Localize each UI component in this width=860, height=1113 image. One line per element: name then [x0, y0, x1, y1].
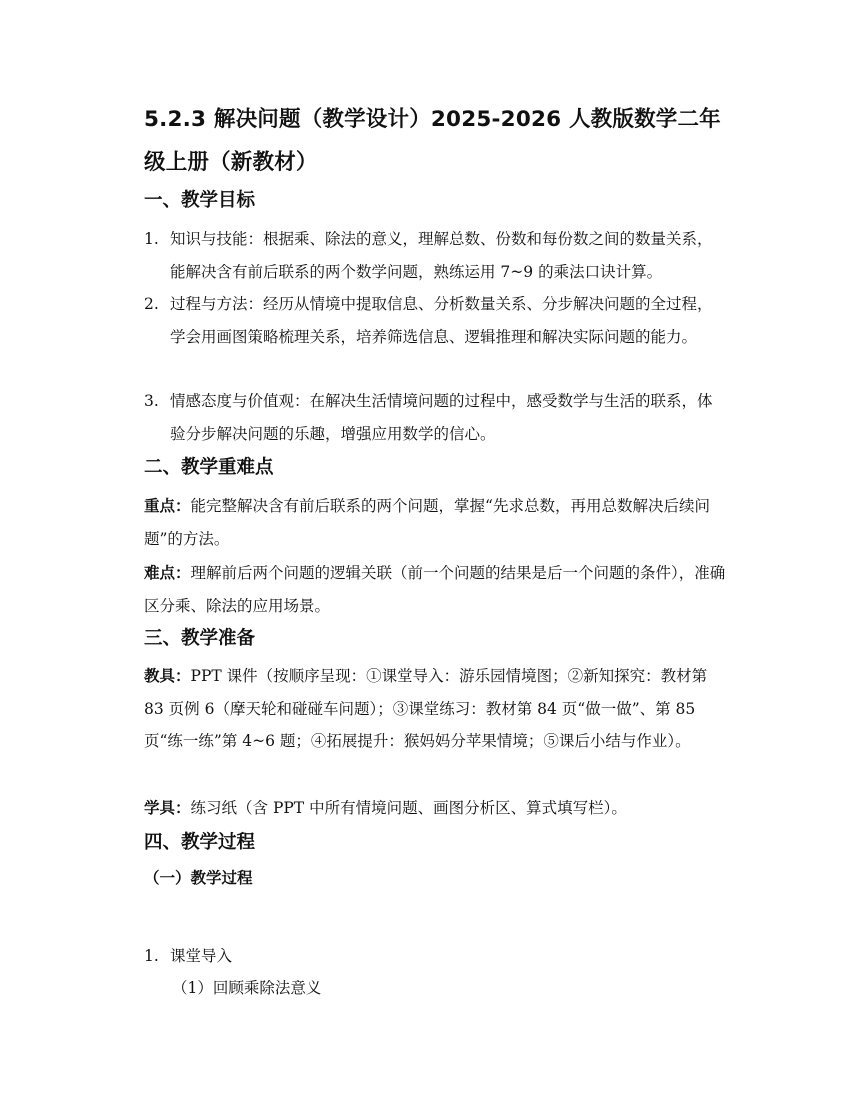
teacher-aids-text: PPT 课件（按顺序呈现：①课堂导入：游乐园情境图；②新知探究：教材第 83 页例 6（摩天轮和碰碰车问题）；③课堂练习：教材第 84 页“做一做”、第 85 页“练一练”第 4~6 题；④拓展提升：猴妈妈分苹果情境；⑤课后小结与作业）。 — [144, 667, 708, 750]
key-point-text: 能完整解决含有前后联系的两个问题，掌握“先求总数，再用总数解决后续问题”的方法。 — [144, 497, 710, 548]
objective-item-number: 3. — [144, 392, 159, 410]
process-substep: （1）回顾乘除法意义 — [172, 979, 322, 997]
teacher-aids-label: 教具： — [144, 666, 191, 685]
student-aids-label: 学具： — [144, 798, 191, 817]
key-point-paragraph — [144, 490, 726, 555]
objective-item-1 — [144, 223, 726, 288]
objective-item-2 — [144, 288, 726, 353]
section-heading-key-points: 二、教学重难点 — [144, 457, 274, 478]
difficulty-paragraph — [144, 557, 726, 622]
process-step-text: 课堂导入 — [170, 947, 233, 965]
objective-item-number: 2. — [144, 295, 159, 313]
process-step-number: 1. — [144, 947, 159, 965]
section-heading-preparation: 三、教学准备 — [144, 628, 256, 649]
student-aids-text: 练习纸（含 PPT 中所有情境问题、画图分析区、算式填写栏）。 — [190, 799, 627, 817]
objective-item-text: 过程与方法：经历从情境中提取信息、分析数量关系、分步解决问题的全过程，学会用画图策略梳理关系，培养筛选信息、逻辑推理和解决实际问题的能力。 — [170, 295, 713, 346]
section-heading-objectives: 一、教学目标 — [144, 190, 256, 211]
difficulty-label: 难点： — [144, 563, 191, 582]
objective-item-text: 情感态度与价值观：在解决生活情境问题的过程中，感受数学与生活的联系，体验分步解决问题的乐趣，增强应用数学的信心。 — [170, 392, 713, 443]
section-heading-process: 四、教学过程 — [144, 832, 256, 853]
process-subheading: （一）教学过程 — [144, 869, 253, 887]
difficulty-text: 理解前后两个问题的逻辑关联（前一个问题的结果是后一个问题的条件），准确区分乘、除法的应用场景。 — [144, 564, 726, 615]
key-point-label: 重点： — [144, 496, 191, 515]
objective-item-number: 1. — [144, 230, 159, 248]
student-aids-paragraph — [144, 792, 726, 825]
document-title: 5.2.3 解决问题（教学设计）2025-2026 人教版数学二年级上册（新教材） — [144, 107, 721, 175]
objective-item-text: 知识与技能：根据乘、除法的意义，理解总数、份数和每份数之间的数量关系，能解决含有前后联系的两个数学问题，熟练运用 7~9 的乘法口诀计算。 — [170, 230, 713, 281]
objective-item-3 — [144, 385, 726, 450]
teacher-aids-paragraph — [144, 660, 726, 758]
